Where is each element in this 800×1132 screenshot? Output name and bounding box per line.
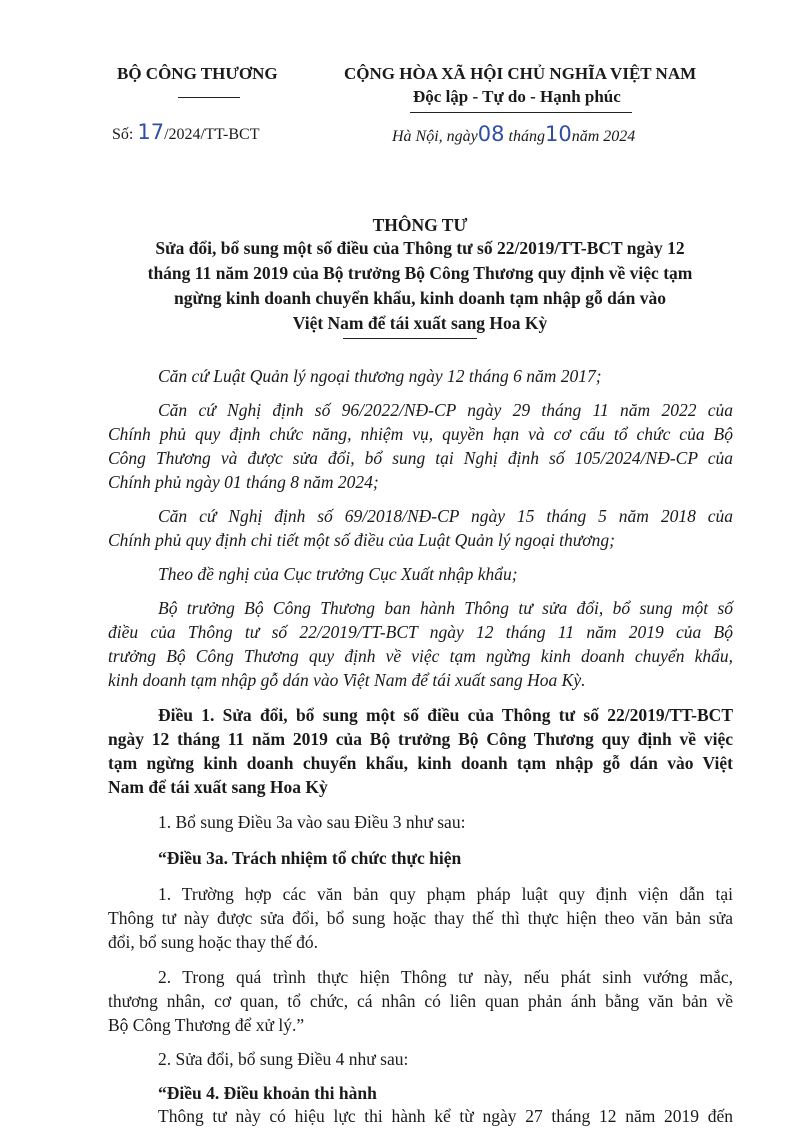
title-line: Sửa đổi, bổ sung một số điều của Thông tư số 22/2019/TT-BCT ngày 12	[155, 238, 685, 258]
article-1-heading-line: tạm ngừng kinh doanh chuyển khẩu, kinh doanh tạm nhập gỗ dán vào Việt	[108, 753, 733, 773]
date-prefix: Hà Nội, ngày	[392, 128, 478, 145]
title-line: tháng 11 năm 2019 của Bộ trưởng Bộ Công Thương quy định về việc tạm	[147, 263, 693, 283]
ministry-name: BỘ CÔNG THƯƠNG	[117, 64, 278, 83]
article-3a-title: “Điều 3a. Trách nhiệm tổ chức thực hiện	[158, 848, 462, 868]
issuance-line: trưởng Bộ Công Thương quy định về việc tạm ngừng kinh doanh chuyển khẩu,	[108, 646, 733, 666]
legal-basis-1: Căn cứ Luật Quản lý ngoại thương ngày 12 tháng 6 năm 2017;	[158, 366, 602, 386]
country-name: CỘNG HÒA XÃ HỘI CHỦ NGHĨA VIỆT NAM	[344, 64, 697, 83]
article-3a-para-1-line: Thông tư này được sửa đổi, bổ sung hoặc thay thế thì thực hiện theo văn bản sửa	[108, 908, 733, 928]
ministry-underline	[178, 97, 240, 98]
article-4-title: “Điều 4. Điều khoản thi hành	[158, 1083, 377, 1103]
month-handwritten: 10	[544, 122, 572, 146]
title-line: ngừng kinh doanh chuyển khẩu, kinh doanh tạm nhập gỗ dán vào	[174, 288, 666, 308]
issuance-line: điều của Thông tư số 22/2019/TT-BCT ngày 12 tháng 11 năm 2019 của Bộ	[108, 622, 733, 642]
title-underline	[343, 338, 477, 339]
month-label: tháng	[508, 128, 545, 145]
legal-basis-2-line: Chính phủ ngày 01 tháng 8 năm 2024;	[108, 472, 379, 492]
national-motto: Độc lập - Tự do - Hạnh phúc	[413, 87, 621, 106]
document-number	[112, 120, 260, 144]
legal-basis-2-line: Công Thương và được sửa đổi, bổ sung tại Nghị định số 105/2024/NĐ-CP của	[108, 448, 733, 468]
title-line: Việt Nam để tái xuất sang Hoa Kỳ	[292, 313, 548, 333]
year-text: năm 2024	[571, 128, 636, 145]
number-handwritten: 17	[137, 120, 165, 144]
article-3a-para-1-line: 1. Trường hợp các văn bản quy phạm pháp luật quy định viện dẫn tại	[158, 884, 733, 904]
article-3a-para-2-line: thương nhân, cơ quan, tổ chức, cá nhân có liên quan phản ánh bằng văn bản về	[108, 991, 733, 1011]
article-4-para-1-line: Thông tư này có hiệu lực thi hành kể từ ngày 27 tháng 12 năm 2019 đến	[158, 1106, 733, 1126]
article-3a-para-1-line: đổi, bổ sung hoặc thay thế đó.	[108, 932, 318, 952]
legal-basis-3-line: Chính phủ quy định chi tiết một số điều của Luật Quản lý ngoại thương;	[108, 530, 615, 550]
legal-basis-2-line: Căn cứ Nghị định số 96/2022/NĐ-CP ngày 29 tháng 11 năm 2022 của	[158, 400, 733, 420]
article-3a-para-2-line: Bộ Công Thương để xử lý.”	[108, 1015, 305, 1035]
issuance-line: kinh doanh tạm nhập gỗ dán vào Việt Nam để tái xuất sang Hoa Kỳ.	[108, 670, 586, 690]
document-type-heading: THÔNG TƯ	[372, 215, 468, 235]
article-1-heading-line: ngày 12 tháng 11 năm 2019 của Bộ trưởng Bộ Công Thương quy định về việc	[108, 729, 733, 749]
document-date	[392, 122, 635, 146]
legal-basis-3-line: Căn cứ Nghị định số 69/2018/NĐ-CP ngày 15 tháng 5 năm 2018 của	[158, 506, 733, 526]
article-1-heading-line: Nam để tái xuất sang Hoa Kỳ	[108, 777, 328, 797]
legal-basis-2-line: Chính phủ quy định chức năng, nhiệm vụ, quyền hạn và cơ cấu tổ chức của Bộ	[108, 424, 733, 444]
legal-basis-4: Theo đề nghị của Cục trưởng Cục Xuất nhập khẩu;	[158, 564, 518, 584]
article-1-heading-line: Điều 1. Sửa đổi, bổ sung một số điều của Thông tư số 22/2019/TT-BCT	[158, 705, 733, 725]
number-suffix: /2024/TT-BCT	[164, 126, 260, 143]
item-1-intro: 1. Bổ sung Điều 3a vào sau Điều 3 như sau:	[158, 812, 466, 832]
motto-underline	[410, 112, 632, 113]
article-3a-para-2-line: 2. Trong quá trình thực hiện Thông tư này, nếu phát sinh vướng mắc,	[158, 967, 733, 987]
issuance-line: Bộ trưởng Bộ Công Thương ban hành Thông tư sửa đổi, bổ sung một số	[158, 598, 733, 618]
number-label: Số:	[112, 126, 134, 143]
day-handwritten: 08	[477, 122, 505, 146]
item-2-intro: 2. Sửa đổi, bổ sung Điều 4 như sau:	[158, 1049, 409, 1069]
